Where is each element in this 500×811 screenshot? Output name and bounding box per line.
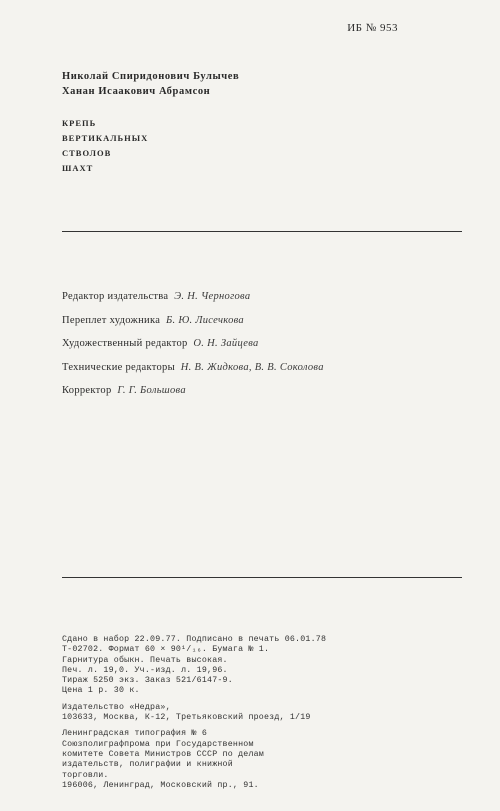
title-line: ВЕРТИКАЛЬНЫХ	[62, 133, 149, 143]
top-divider	[62, 231, 462, 232]
imprint-block	[62, 635, 326, 797]
credit-names: Б. Ю. Лисечкова	[166, 314, 244, 326]
credit-line	[62, 285, 324, 309]
title-line: ШАХТ	[62, 163, 94, 173]
publisher-info	[62, 703, 326, 724]
printer-line: комитете Совета Министров СССР по делам	[62, 749, 264, 759]
credit-names: Н. В. Жидкова, В. В. Соколова	[180, 361, 324, 373]
credit-role: Художественный редактор	[62, 338, 188, 349]
credit-role: Технические редакторы	[62, 361, 175, 373]
credit-role: Редактор издательства	[62, 291, 169, 302]
credit-names: Г. Г. Большова	[117, 385, 186, 396]
printer-line: торговли.	[62, 770, 109, 780]
printer-line: издательств, полиграфии и книжной	[62, 760, 233, 770]
credit-names: О. Н. Зайцева	[193, 338, 259, 349]
print-info-line: Сдано в набор 22.09.77. Подписано в печать 06.01.78	[62, 635, 327, 644]
printer-line: Союзполиграфпрома при Государственном	[62, 739, 254, 749]
credit-names: Э. Н. Черногова	[174, 291, 251, 302]
printer-info	[62, 729, 326, 791]
credit-line	[62, 379, 324, 403]
authors	[62, 69, 239, 99]
title-line: КРЕПЬ	[62, 118, 97, 128]
credit-role: Переплет художника	[62, 314, 161, 326]
author-name: Николай Спиридонович Булычев	[62, 71, 240, 82]
print-info	[62, 635, 326, 697]
title-line: СТВОЛОВ	[62, 148, 112, 158]
credit-line	[62, 309, 324, 333]
credit-line	[62, 356, 324, 380]
publisher-line: Издательство «Недра»,	[62, 702, 171, 712]
print-info-line: Цена 1 р. 30 к.	[62, 686, 140, 696]
bottom-divider	[62, 577, 462, 578]
credit-line	[62, 332, 324, 356]
ib-number: ИБ № 953	[347, 22, 398, 34]
printer-line: 196006, Ленинград, Московский пр., 91.	[62, 780, 259, 790]
author-name: Ханан Исаакович Абрамсон	[62, 86, 211, 97]
printer-line: Ленинградская типография № 6	[62, 729, 208, 739]
print-info-line: Тираж 5250 экз. Заказ 521/6147-9.	[62, 676, 233, 686]
print-info-line: Печ. л. 19,0. Уч.-изд. л. 19,96.	[62, 665, 228, 675]
credit-role: Корректор	[62, 385, 112, 396]
book-title	[62, 116, 148, 176]
print-info-line: Гарнитура обыкн. Печать высокая.	[62, 655, 228, 665]
publisher-line: 103633, Москва, К-12, Третьяковский проезд, 1/19	[62, 713, 311, 723]
print-info-line: Т-02702. Формат 60 × 90¹/₁₆. Бумага № 1.	[62, 645, 270, 655]
credits-list	[62, 285, 324, 403]
